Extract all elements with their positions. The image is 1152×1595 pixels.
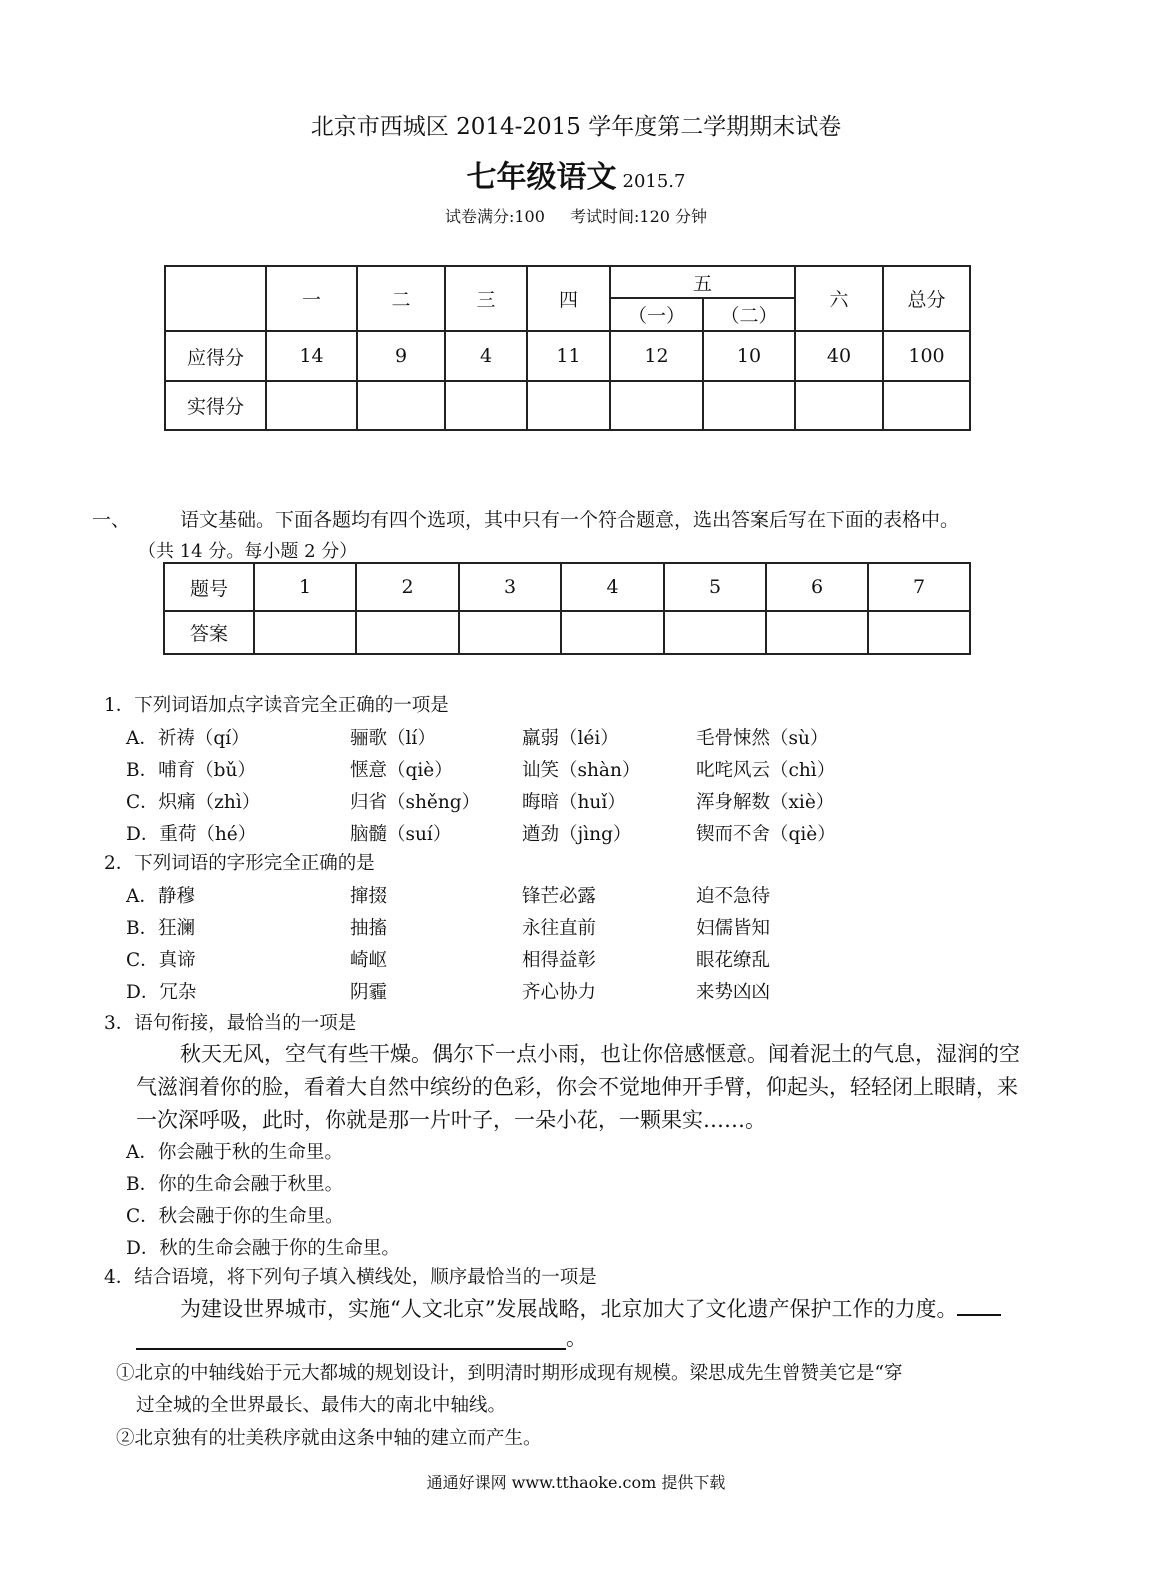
answer-cell[interactable] xyxy=(868,611,970,654)
answer-table xyxy=(163,562,971,655)
exam-title: 北京市西城区 2014-2015 学年度第二学期期末试卷 xyxy=(310,114,842,140)
answer-cell[interactable] xyxy=(561,611,664,654)
answer-cell[interactable] xyxy=(664,611,766,654)
q1-option: A．祈祷（qí） xyxy=(126,728,250,749)
q4-sentence-1a: ①北京的中轴线始于元大都城的规划设计，到明清时期形成现有规模。梁思成先生曾赞美它是“穿 xyxy=(116,1363,903,1384)
actual-score-cell[interactable] xyxy=(445,381,527,430)
due-score-cell: 100 xyxy=(883,331,970,381)
question-number-cell: 1 xyxy=(254,563,356,611)
answer-header-label: 题号 xyxy=(164,563,254,611)
score-header-cell: 一 xyxy=(266,266,357,331)
q3-option: B．你的生命会融于秋里。 xyxy=(126,1174,344,1195)
q1-option: 浑身解数（xiè） xyxy=(696,792,835,813)
q2-option: 抽搐 xyxy=(350,918,388,939)
q3-option: D．秋的生命会融于你的生命里。 xyxy=(126,1238,400,1259)
q3-passage-line: 秋天无风，空气有些干燥。偶尔下一点小雨，也让你倍感惬意。闻着泥土的气息，湿润的空 xyxy=(180,1042,1020,1066)
q2-option: 撺掇 xyxy=(350,886,388,907)
q2-option: 相得益彰 xyxy=(522,950,597,971)
score-header-cell: 总分 xyxy=(883,266,970,331)
question-number-cell: 5 xyxy=(664,563,766,611)
due-score-cell: 4 xyxy=(445,331,527,381)
q4-blank-start[interactable] xyxy=(957,1292,1001,1316)
answer-row-label: 答案 xyxy=(164,611,254,654)
q2-option: 阴霾 xyxy=(350,982,388,1003)
q1-option: B．哺育（bǔ） xyxy=(126,760,256,781)
q2-option: 锋芒必露 xyxy=(522,886,597,907)
subject-title xyxy=(0,152,1152,196)
q2-option: C．真谛 xyxy=(126,950,196,971)
q2-option: A．静穆 xyxy=(126,886,195,907)
full-marks: 试卷满分:100 xyxy=(444,207,545,226)
part1-instruction: 语文基础。下面各题均有四个选项，其中只有一个符合题意，选出答案后写在下面的表格中。 xyxy=(180,509,960,531)
q2-option: 崎岖 xyxy=(350,950,388,971)
exam-meta xyxy=(0,204,1152,227)
score-subheader-cell: （二） xyxy=(703,298,795,331)
q4-passage xyxy=(180,1292,1001,1326)
due-score-cell: 40 xyxy=(795,331,883,381)
q4-blank-line[interactable] xyxy=(136,1328,566,1350)
q4-blank-end: 。 xyxy=(566,1326,587,1350)
actual-score-cell[interactable] xyxy=(610,381,703,430)
question-number-cell: 2 xyxy=(356,563,459,611)
answer-cell[interactable] xyxy=(459,611,561,654)
q4-sentence-2: ②北京独有的壮美秩序就由这条中轴的建立而产生。 xyxy=(116,1428,542,1449)
part1-note: （共 14 分。每小题 2 分） xyxy=(138,541,358,562)
actual-score-cell[interactable] xyxy=(266,381,357,430)
q1-option: 晦暗（huǐ） xyxy=(522,792,626,813)
q1-option: 讪笑（shàn） xyxy=(522,760,641,781)
q1-stem: 1．下列词语加点字读音完全正确的一项是 xyxy=(104,695,449,716)
q1-option: 惬意（qiè） xyxy=(350,760,453,781)
q2-option: 迫不急待 xyxy=(696,886,771,907)
q4-sentence-1b: 过全城的全世界最长、最伟大的南北中轴线。 xyxy=(136,1395,507,1416)
actual-score-cell[interactable] xyxy=(795,381,883,430)
answer-cell[interactable] xyxy=(356,611,459,654)
q1-option: 羸弱（léi） xyxy=(522,728,619,749)
actual-score-cell[interactable] xyxy=(357,381,445,430)
q1-option: 叱咤风云（chì） xyxy=(696,760,836,781)
due-score-cell: 12 xyxy=(610,331,703,381)
q2-option: 来势凶凶 xyxy=(696,982,771,1003)
q3-option: A．你会融于秋的生命里。 xyxy=(126,1142,343,1163)
q3-option: C．秋会融于你的生命里。 xyxy=(126,1206,344,1227)
due-score-cell: 11 xyxy=(527,331,610,381)
score-header-cell: 二 xyxy=(357,266,445,331)
actual-score-cell[interactable] xyxy=(527,381,610,430)
row-label: 应得分 xyxy=(165,331,266,381)
q2-option: 齐心协力 xyxy=(522,982,597,1003)
question-number-cell: 3 xyxy=(459,563,561,611)
q1-option: 锲而不舍（qiè） xyxy=(696,824,836,845)
q4-stem: 4．结合语境，将下列句子填入横线处，顺序最恰当的一项是 xyxy=(104,1267,597,1288)
due-score-cell: 14 xyxy=(266,331,357,381)
q3-passage-line: 一次深呼吸，此时，你就是那一片叶子，一朵小花，一颗果实……。 xyxy=(136,1108,766,1132)
part1-heading xyxy=(92,505,959,532)
subject-name: 七年级语文 xyxy=(466,160,617,195)
q1-option: 脑髓（suí） xyxy=(350,824,452,845)
q1-option: 毛骨悚然（sù） xyxy=(696,728,829,749)
row-label: 实得分 xyxy=(165,381,266,430)
due-score-cell: 10 xyxy=(703,331,795,381)
q4-passage-text: 为建设世界城市，实施“人文北京”发展战略，北京加大了文化遗产保护工作的力度。 xyxy=(180,1297,958,1321)
q3-stem: 3．语句衔接，最恰当的一项是 xyxy=(104,1013,357,1034)
question-number-cell: 6 xyxy=(766,563,868,611)
score-header-cell: 四 xyxy=(527,266,610,331)
q2-option: 永往直前 xyxy=(522,918,597,939)
actual-score-cell[interactable] xyxy=(703,381,795,430)
exam-time: 考试时间:120 分钟 xyxy=(570,207,708,226)
actual-score-cell[interactable] xyxy=(883,381,970,430)
q2-option: 妇儒皆知 xyxy=(696,918,771,939)
score-corner-cell xyxy=(165,266,266,331)
score-header-cell: 五 xyxy=(610,266,795,298)
q2-stem: 2．下列词语的字形完全正确的是 xyxy=(104,853,375,874)
q1-option: 骊歌（lí） xyxy=(350,728,436,749)
q1-option: D．重荷（hé） xyxy=(126,824,257,845)
score-header-cell: 六 xyxy=(795,266,883,331)
due-score-cell: 9 xyxy=(357,331,445,381)
q2-option: D．冗杂 xyxy=(126,982,197,1003)
answer-cell[interactable] xyxy=(766,611,868,654)
q1-option: 遒劲（jìng） xyxy=(522,824,632,845)
answer-cell[interactable] xyxy=(254,611,356,654)
q3-passage-line: 气滋润着你的脸，看着大自然中缤纷的色彩，你会不觉地伸开手臂，仰起头，轻轻闭上眼睛，来 xyxy=(136,1075,1018,1099)
question-number-cell: 7 xyxy=(868,563,970,611)
q1-option: 归省（shěng） xyxy=(350,792,481,813)
part1-number: 一、 xyxy=(92,509,131,531)
score-table xyxy=(164,265,971,431)
q2-option: B．狂澜 xyxy=(126,918,196,939)
question-number-cell: 4 xyxy=(561,563,664,611)
q1-option: C．炽痛（zhì） xyxy=(126,792,261,813)
exam-date: 2015.7 xyxy=(622,171,686,192)
page-footer: 通通好课网 www.tthaoke.com 提供下载 xyxy=(426,1473,726,1492)
score-header-cell: 三 xyxy=(445,266,527,331)
score-subheader-cell: （一） xyxy=(610,298,703,331)
q2-option: 眼花缭乱 xyxy=(696,950,771,971)
